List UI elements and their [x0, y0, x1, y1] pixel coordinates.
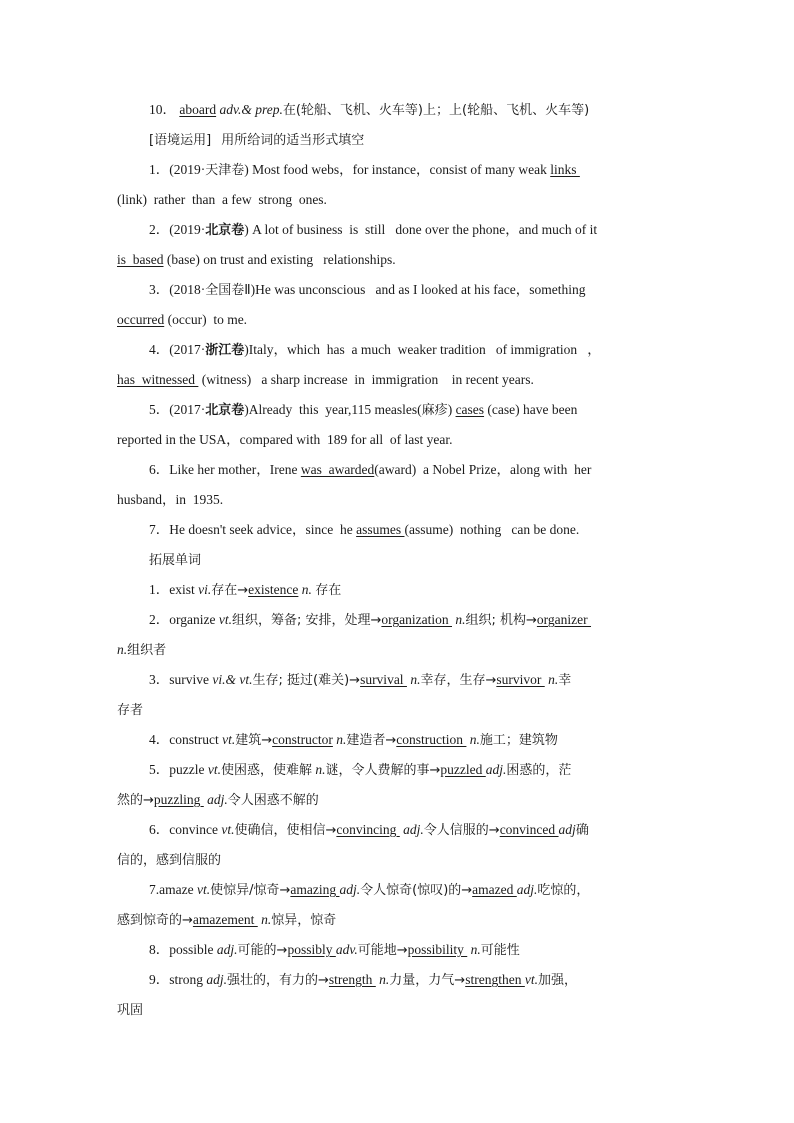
answer: possibly	[287, 942, 336, 957]
definition: 确	[575, 823, 589, 838]
source-prefix: (2017·	[169, 342, 206, 357]
part-of-speech: adv.	[335, 942, 358, 957]
source-prefix: (2019·	[169, 162, 206, 177]
word-entry-2-cont	[117, 635, 679, 665]
definition: 感到惊奇的→	[117, 913, 193, 928]
part-of-speech: adj.	[485, 762, 507, 777]
word-entry-5	[117, 755, 679, 785]
section-title: 拓展单词	[149, 553, 202, 568]
word-entry-4	[117, 725, 679, 755]
definition: 力量，力气→	[389, 973, 466, 988]
answer: puzzling	[153, 792, 204, 807]
exercise-number: 1．	[149, 162, 170, 177]
exercise-text: (witness) a sharp increase in immigration in recent years.	[198, 372, 534, 387]
exercise-text: reported in the USA，compared with 189 for all of last year.	[117, 432, 453, 447]
entry-number: 6．	[149, 822, 170, 837]
chinese-gloss: 麻疹	[421, 403, 448, 418]
answer: occurred	[117, 312, 165, 327]
definition: 然的→	[117, 793, 154, 808]
definition: 可能性	[480, 943, 520, 958]
part-of-speech: adj.	[207, 792, 228, 807]
source-name: 天津卷	[205, 163, 245, 178]
source-name: 北京卷	[205, 403, 245, 418]
exercise-4	[117, 335, 679, 365]
exercise-2	[117, 215, 679, 245]
definition: 困惑的，茫	[506, 763, 572, 778]
part-of-speech: vi.	[198, 582, 212, 597]
exercise-number: 2．	[149, 222, 170, 237]
word-entry-6-cont	[117, 845, 679, 875]
entry-number: 7.	[149, 882, 160, 897]
exercise-number: 6．	[149, 462, 170, 477]
section-tag: [语境运用]	[149, 133, 212, 148]
definition: 强壮的，有力的→	[227, 973, 329, 988]
answer: survivor	[496, 672, 545, 687]
part-of-speech: adj.	[339, 882, 361, 897]
definition: 使困惑，使难解	[220, 763, 312, 778]
part-of-speech: vt.	[524, 972, 538, 987]
entry-number: 2．	[149, 612, 170, 627]
part-of-speech: vt.	[222, 732, 236, 747]
source-suffix: )	[244, 342, 249, 357]
part-of-speech: n.	[469, 732, 480, 747]
part-of-speech: vt.	[221, 822, 235, 837]
exercise-text: (assume) nothing can be done.	[404, 522, 580, 537]
source-suffix: )	[244, 162, 249, 177]
exercise-text: Italy，which has a much weaker tradition of immigration ，	[248, 342, 601, 357]
word-entry-5-cont	[117, 785, 679, 815]
part-of-speech: n.	[315, 762, 326, 777]
word-entry-7	[117, 875, 679, 905]
entry-number: 1．	[149, 582, 170, 597]
definition: 信的，感到信服的	[117, 853, 222, 868]
entry-number: 9．	[149, 972, 170, 987]
headword: possible	[169, 942, 214, 957]
exercise-3-cont	[117, 305, 679, 335]
definition: 吃惊的，	[537, 883, 590, 898]
part-of-speech: n.	[470, 942, 481, 957]
headword: strong	[169, 972, 203, 987]
part-of-speech: adv.& prep.	[219, 102, 283, 117]
exercise-2-cont	[117, 245, 679, 275]
answer: puzzled	[440, 762, 486, 777]
word: aboard	[179, 102, 217, 117]
part-of-speech: n.	[301, 582, 312, 597]
definition: 存者	[117, 703, 144, 718]
answer: has witnessed	[117, 372, 199, 387]
exercise-7	[117, 515, 679, 545]
word-entry-3	[117, 665, 679, 695]
answer: amazed	[472, 882, 517, 897]
definition: 令人信服的→	[423, 823, 500, 838]
word-entry-7-cont	[117, 905, 679, 935]
part-of-speech: n.	[117, 642, 128, 657]
exercise-5-cont	[117, 425, 679, 455]
definition: 令人困惑不解的	[227, 793, 319, 808]
answer: possibility	[407, 942, 468, 957]
definition: 存在→	[211, 583, 249, 598]
part-of-speech: vt.	[207, 762, 221, 777]
word-entry-9-cont	[117, 995, 679, 1025]
exercise-text: (case) have been	[484, 402, 578, 417]
answer: strength	[328, 972, 376, 987]
definition: 惊异，惊奇	[271, 913, 337, 928]
exercise-text: (award) a Nobel Prize，along with her	[374, 462, 592, 477]
source-name: 北京卷	[205, 223, 245, 238]
definition: 令人惊奇(惊叹)的→	[360, 883, 473, 898]
headword: construct	[169, 732, 219, 747]
part-of-speech: vt.	[218, 612, 232, 627]
definition: 使确信，使相信→	[234, 823, 337, 838]
exercise-3	[117, 275, 679, 305]
part-of-speech: n.	[455, 612, 466, 627]
definition: 使惊异/惊奇→	[210, 883, 291, 898]
answer: was awarded	[300, 462, 375, 477]
definition: 可能的→	[237, 943, 288, 958]
exercise-text: He was unconscious and as I looked at his face，something	[255, 282, 586, 297]
definition: 存在	[315, 583, 342, 598]
source-prefix: (2017·	[169, 402, 206, 417]
source-prefix: (2019·	[169, 222, 206, 237]
part-of-speech: vt.	[196, 882, 211, 897]
answer: convinced	[499, 822, 559, 837]
answer: links	[550, 162, 580, 177]
part-of-speech: n.	[410, 672, 421, 687]
definition: 谜，令人费解的事→	[325, 763, 441, 778]
source-name: 浙江卷	[205, 343, 245, 358]
definition: 建造者→	[346, 733, 397, 748]
answer: organizer	[536, 612, 592, 627]
definition: 生存; 挺过(难关)→	[252, 673, 361, 688]
entry-number: 5．	[149, 762, 170, 777]
exercise-text: Already this year,115 measles(	[248, 402, 422, 417]
definition: 建筑→	[235, 733, 273, 748]
exercise-text: Like her mother，Irene	[169, 462, 301, 477]
headword: survive	[169, 672, 209, 687]
exercise-number: 4．	[149, 342, 170, 357]
exercise-text: (base) on trust and existing relationships.	[163, 252, 396, 267]
source-suffix: )	[244, 222, 249, 237]
answer: existence	[248, 582, 299, 597]
headword: amaze	[159, 882, 194, 897]
definition: 幸存，生存→	[420, 673, 497, 688]
word-entry-3-cont	[117, 695, 679, 725]
definition: 组织; 机构→	[465, 613, 537, 628]
exercise-text: A lot of business is still done over the phone，and much of it	[248, 222, 598, 237]
definition: 可能地→	[357, 943, 408, 958]
answer: strengthen	[465, 972, 525, 987]
exercise-number: 5．	[149, 402, 170, 417]
headword: puzzle	[169, 762, 205, 777]
part-of-speech: n.	[261, 912, 272, 927]
source-name: 全国卷Ⅱ	[205, 283, 251, 298]
exercise-text: He doesn't seek advice，since he	[169, 522, 357, 537]
exercise-text: )	[447, 402, 456, 417]
answer: convincing	[336, 822, 400, 837]
part-of-speech: adj.	[206, 972, 228, 987]
word-entry-1	[117, 575, 679, 605]
section-instruction: 用所给词的适当形式填空	[221, 133, 365, 148]
exercise-text: (link) rather than a few strong ones.	[117, 192, 327, 207]
definition: 组织者	[127, 643, 167, 658]
source-suffix: )	[250, 282, 256, 297]
exercise-1	[117, 155, 679, 185]
exercise-text: Most food webs，for instance，consist of many weak	[248, 162, 551, 177]
part-of-speech: n.	[548, 672, 559, 687]
exercise-text: husband，in 1935.	[117, 492, 224, 507]
vocab-item-10	[117, 95, 679, 125]
definition: 巩固	[117, 1003, 144, 1018]
headword: convince	[169, 822, 218, 837]
item-number: 10．	[149, 102, 176, 117]
source-suffix: )	[244, 402, 249, 417]
definition: 幸	[558, 673, 572, 688]
part-of-speech: adj.	[403, 822, 424, 837]
exercise-5	[117, 395, 679, 425]
section-heading-expand	[117, 545, 679, 575]
exercise-4-cont	[117, 365, 679, 395]
answer: amazement	[192, 912, 258, 927]
part-of-speech: n.	[379, 972, 390, 987]
definition: 施工；建筑物	[479, 733, 558, 748]
word-entry-2	[117, 605, 679, 635]
answer: survival	[360, 672, 407, 687]
part-of-speech: adj.	[516, 882, 538, 897]
answer: organization	[381, 612, 452, 627]
exercise-6	[117, 455, 679, 485]
definition: 组织，筹备; 安排，处理→	[231, 613, 382, 628]
answer: construction	[396, 732, 467, 747]
part-of-speech: adj.	[216, 942, 238, 957]
answer: amazing	[290, 882, 340, 897]
answer: constructor	[272, 732, 333, 747]
definition: 加强，	[537, 973, 577, 988]
document-content	[117, 95, 679, 1025]
exercise-1-cont	[117, 185, 679, 215]
entry-number: 8．	[149, 942, 170, 957]
answer: cases	[455, 402, 485, 417]
word-entry-8	[117, 935, 679, 965]
source-prefix: (2018·	[169, 282, 206, 297]
entry-number: 3．	[149, 672, 170, 687]
answer: assumes	[356, 522, 405, 537]
headword: exist	[169, 582, 195, 597]
part-of-speech: adj	[558, 822, 576, 837]
word-entry-9	[117, 965, 679, 995]
exercise-6-cont	[117, 485, 679, 515]
section-heading-context	[117, 125, 679, 155]
entry-number: 4．	[149, 732, 170, 747]
part-of-speech: vi.& vt.	[212, 672, 253, 687]
answer: is based	[117, 252, 164, 267]
headword: organize	[169, 612, 216, 627]
definition: 在(轮船、飞机、火车等)上；上(轮船、飞机、火车等)	[282, 103, 590, 118]
exercise-number: 7．	[149, 522, 170, 537]
word-entry-6	[117, 815, 679, 845]
exercise-text: (occur) to me.	[164, 312, 248, 327]
part-of-speech: n.	[336, 732, 347, 747]
exercise-number: 3．	[149, 282, 170, 297]
